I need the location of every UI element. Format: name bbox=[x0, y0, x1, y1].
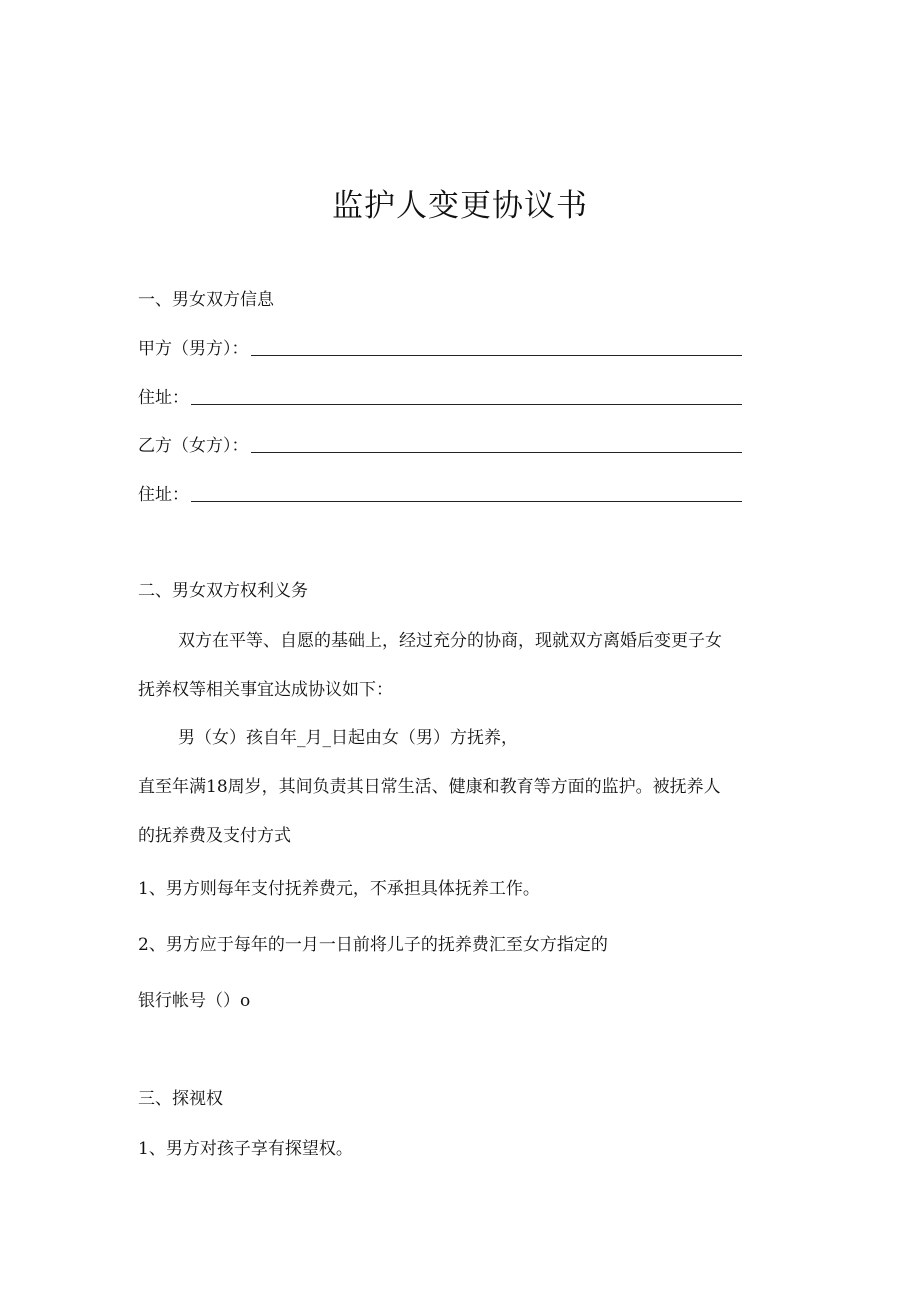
paragraph-1-line-2: 抚养权等相关事宜达成协议如下： bbox=[138, 680, 393, 700]
party-b-address-field bbox=[138, 482, 742, 508]
party-b-address-label: 住址： bbox=[138, 485, 189, 505]
party-a-blank-line bbox=[251, 336, 743, 356]
section-2-item-2-line-1: 2、男方应于每年的一月一日前将儿子的抚养费汇至女方指定的 bbox=[138, 935, 608, 955]
party-b-field bbox=[138, 433, 742, 459]
section-3-item-1: 1、男方对孩子享有探望权。 bbox=[138, 1139, 353, 1159]
paragraph-1-line-1: 双方在平等、自愿的基础上，经过充分的协商，现就双方离婚后变更子女 bbox=[178, 631, 722, 651]
party-b-blank-line bbox=[251, 433, 743, 453]
section-3-heading: 三、探视权 bbox=[138, 1089, 223, 1109]
party-a-field bbox=[138, 336, 742, 362]
document-title: 监护人变更协议书 bbox=[332, 188, 588, 224]
party-b-address-blank-line bbox=[191, 482, 742, 502]
party-a-address-blank-line bbox=[191, 385, 742, 405]
section-1-heading: 一、男女双方信息 bbox=[138, 290, 274, 310]
section-2-item-1: 1、男方则每年支付抚养费元，不承担具体抚养工作。 bbox=[138, 879, 540, 899]
paragraph-2-line-3: 的抚养费及支付方式 bbox=[138, 826, 291, 846]
section-2-heading: 二、男女双方权利义务 bbox=[138, 581, 308, 601]
party-a-label: 甲方（男方）： bbox=[138, 339, 249, 359]
party-b-label: 乙方（女方）： bbox=[138, 436, 249, 456]
paragraph-2-line-1: 男（女）孩自年_月_日起由女（男）方抚养， bbox=[178, 728, 518, 748]
party-a-address-label: 住址： bbox=[138, 388, 189, 408]
party-a-address-field bbox=[138, 385, 742, 411]
section-2-item-2-line-2: 银行帐号（）o bbox=[138, 991, 251, 1011]
paragraph-2-line-2: 直至年满18周岁，其间负责其日常生活、健康和教育等方面的监护。被抚养人 bbox=[138, 777, 721, 797]
